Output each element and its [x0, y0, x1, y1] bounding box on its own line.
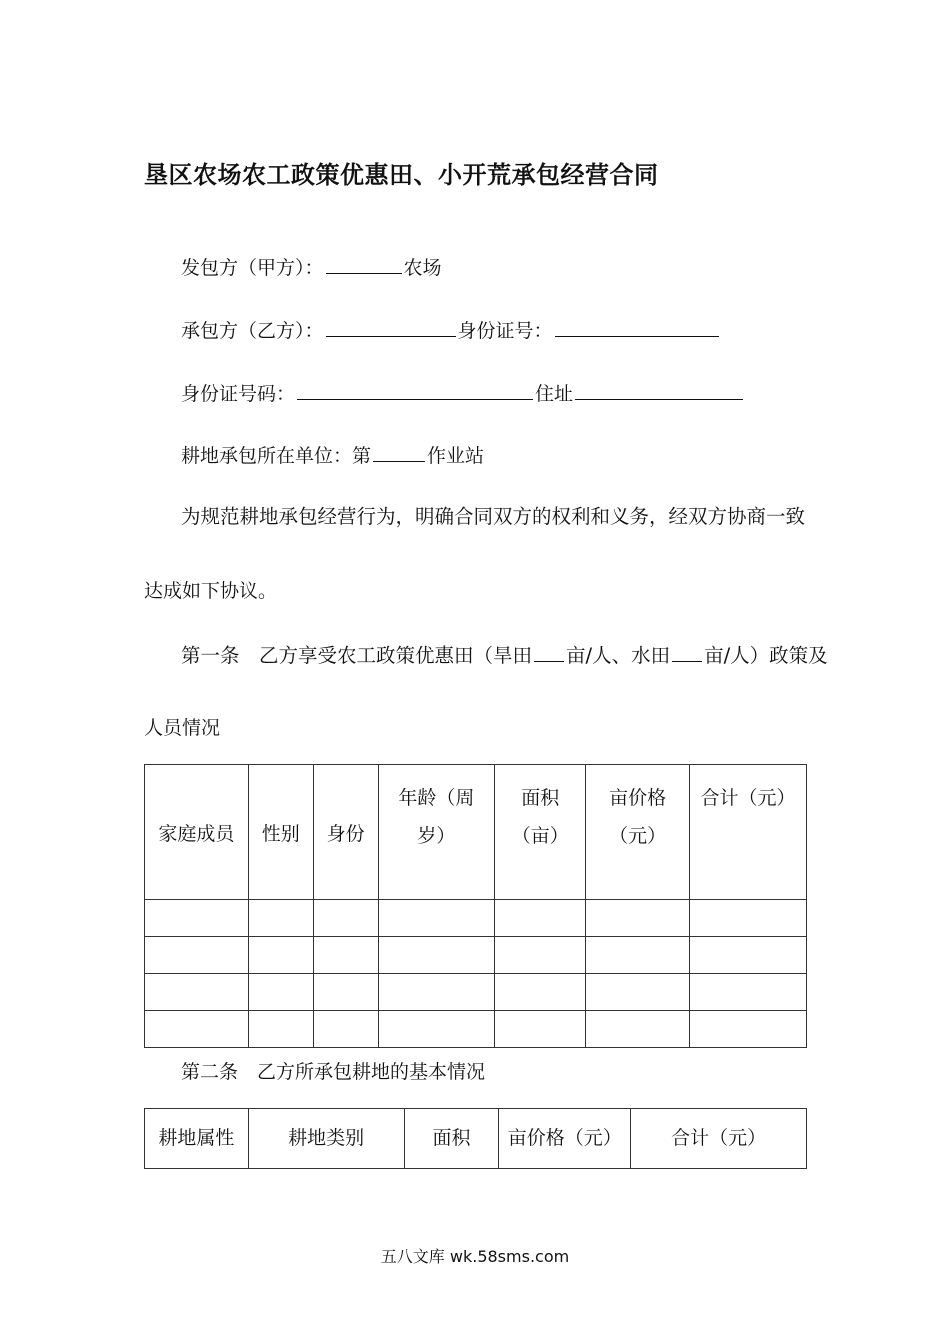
document-title: 垦区农场农工政策优惠田、小开荒承包经营合同: [144, 161, 659, 189]
unit-line: [181, 441, 484, 469]
header-total: 合计（元）: [690, 765, 807, 900]
header-land-attribute: 耕地属性: [145, 1109, 249, 1169]
article-1-end: 亩/人）政策及: [704, 644, 828, 667]
table-row: [145, 1011, 807, 1048]
party-b-id-label: 身份证号：: [457, 320, 553, 342]
intro-line-2: 达成如下协议。: [144, 580, 278, 602]
address-label: 住址: [535, 383, 574, 405]
table-header-row: [145, 765, 807, 900]
header-identity: 身份: [313, 765, 378, 900]
table-row: [145, 974, 807, 1011]
farmland-table: [144, 1108, 807, 1169]
party-b-label: 承包方（乙方）：: [181, 320, 324, 342]
article-1-line-2: 人员情况: [144, 717, 221, 739]
party-b-name-blank[interactable]: [326, 316, 456, 337]
unit-blank[interactable]: [373, 441, 425, 462]
article-1-mid: 亩/人、水田: [566, 644, 671, 667]
header-area: 面积 （亩）: [495, 765, 586, 900]
id-number-blank[interactable]: [297, 379, 533, 400]
party-a-label: 发包方（甲方）：: [181, 257, 324, 279]
header-price: 亩价格 （元）: [586, 765, 690, 900]
header-land-category: 耕地类别: [248, 1109, 404, 1169]
header-gender: 性别: [248, 765, 313, 900]
unit-suffix: 作业站: [427, 445, 485, 467]
dry-field-blank[interactable]: [534, 641, 564, 662]
table-row: [145, 900, 807, 937]
header-land-price: 亩价格（元）: [499, 1109, 631, 1169]
header-land-area: 面积: [404, 1109, 499, 1169]
article-1-prefix: 第一条 乙方享受农工政策优惠田（旱田: [181, 644, 533, 667]
article-1-line: [181, 641, 828, 669]
footer-watermark: 五八文库 wk.58sms.com: [380, 1247, 570, 1266]
header-family-member: 家庭成员: [145, 765, 249, 900]
intro-line-1: 为规范耕地承包经营行为，明确合同双方的权利和义务，经双方协商一致: [181, 505, 806, 528]
header-land-total: 合计（元）: [631, 1109, 807, 1169]
table-header-row: [145, 1109, 807, 1169]
id-line: [181, 379, 745, 407]
party-a-line: [181, 253, 442, 281]
header-age: 年龄（周 岁）: [378, 765, 495, 900]
party-b-id-blank[interactable]: [555, 316, 719, 337]
article-2-line: 第二条 乙方所承包耕地的基本情况: [181, 1061, 486, 1083]
party-b-line: [181, 316, 721, 344]
family-members-table: [144, 764, 807, 1048]
paddy-field-blank[interactable]: [672, 641, 702, 662]
id-number-label: 身份证号码：: [181, 383, 296, 405]
table-row: [145, 937, 807, 974]
party-a-blank[interactable]: [326, 253, 402, 274]
party-a-suffix: 农场: [403, 257, 442, 279]
address-blank[interactable]: [575, 379, 743, 400]
unit-label: 耕地承包所在单位：第: [181, 445, 372, 467]
